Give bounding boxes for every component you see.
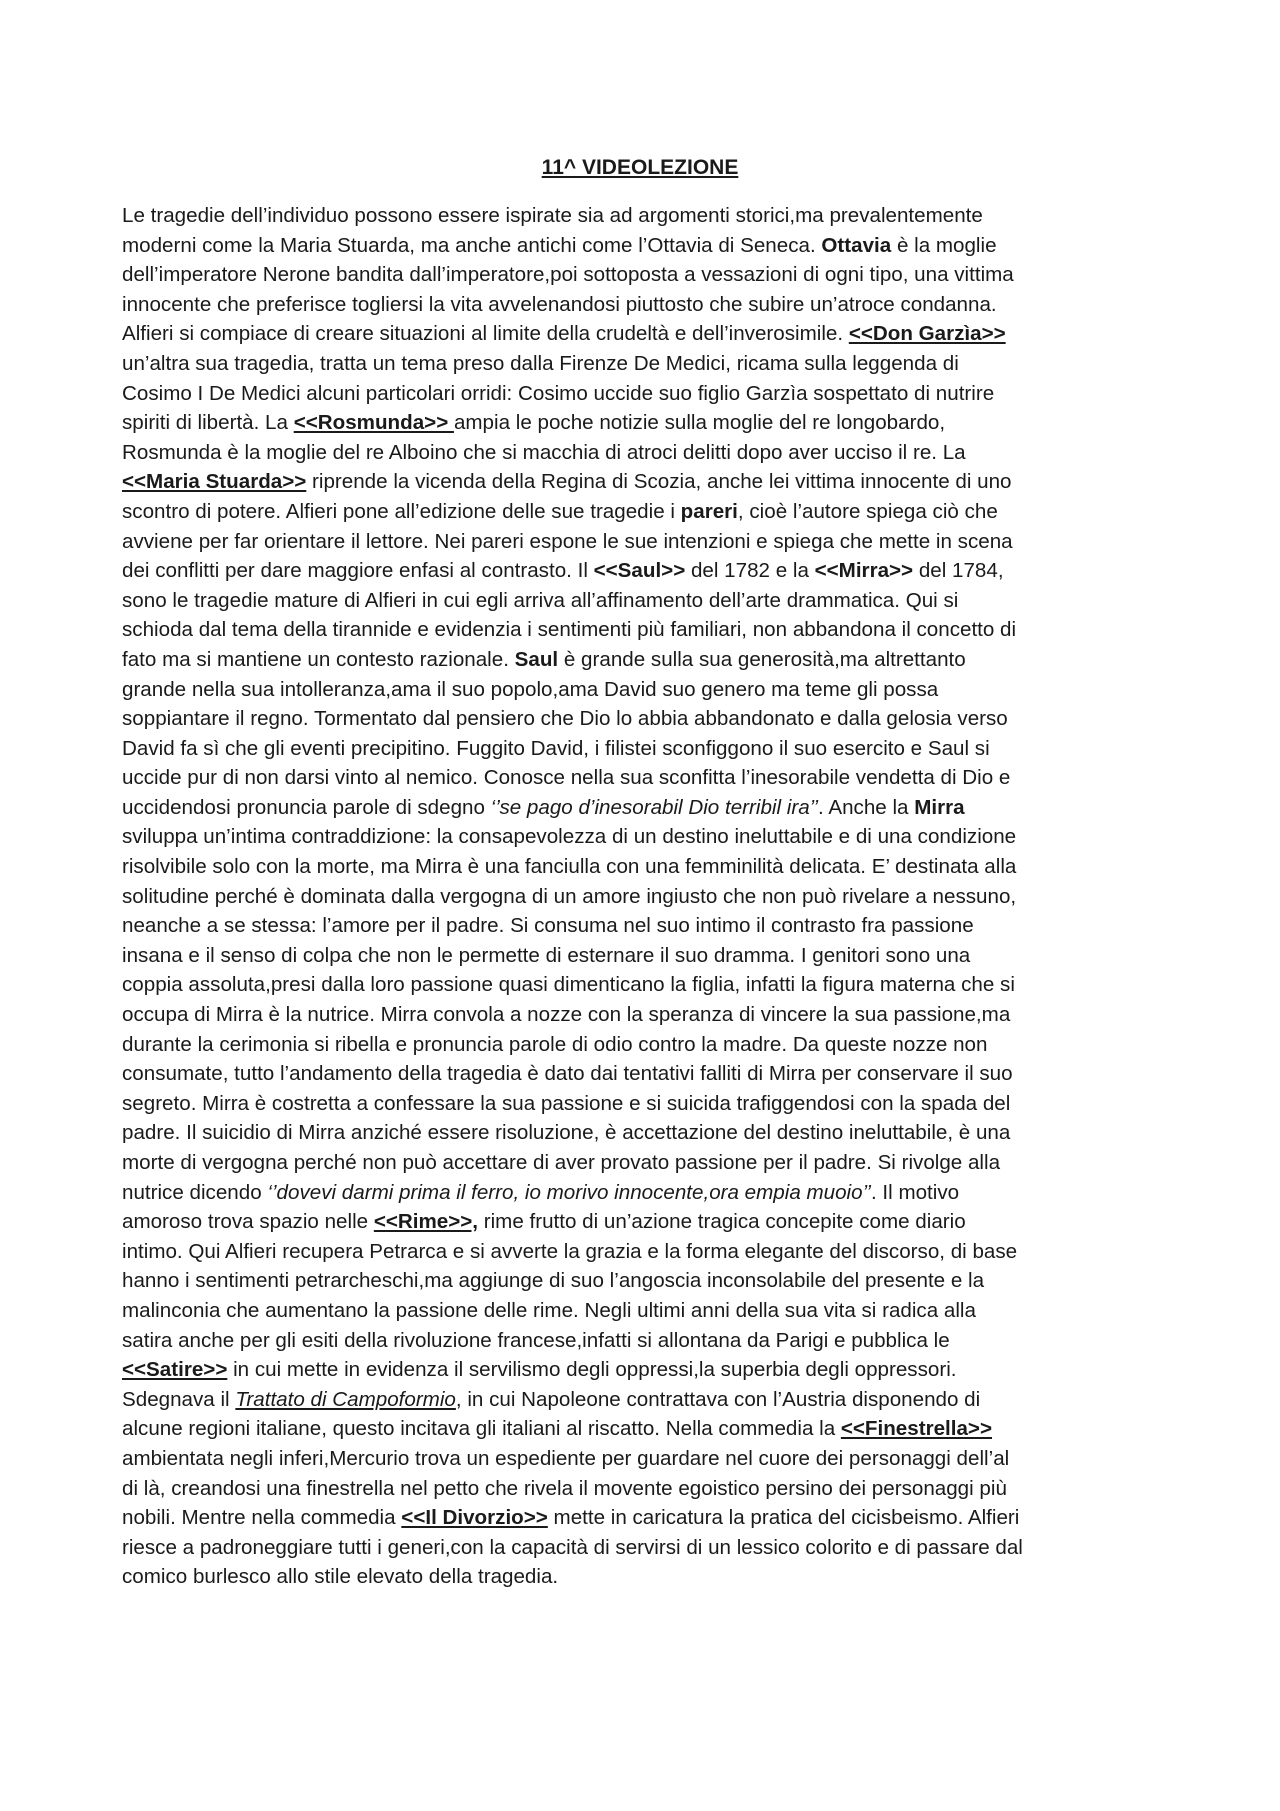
bold-term: Ottavia xyxy=(821,233,892,257)
text-line xyxy=(122,1444,1172,1474)
text-run: dell’imperatore Nerone bandita dall’imperatore,poi sottoposta a vessazioni di ogni tipo, una vittima xyxy=(122,263,1014,287)
text-line xyxy=(122,1414,1172,1444)
text-line xyxy=(122,260,1172,290)
text-run: , cioè l’autore spiega ciò che xyxy=(737,499,998,523)
text-run: . Il motivo xyxy=(870,1180,960,1204)
text-line xyxy=(122,349,1172,379)
text-run: mette in caricatura la pratica del cicisbeismo. Alfieri xyxy=(547,1506,1020,1530)
text-run: ampia le poche notizie sulla moglie del re longobardo, xyxy=(453,411,946,435)
text-run: morte di vergogna perché non può accettare di aver provato passione per il padre. Si rivolge alla xyxy=(122,1151,1001,1174)
work-title: <<Satire>> xyxy=(122,1358,228,1382)
text-run: Sdegnava il xyxy=(122,1387,236,1411)
text-run: avviene per far orientare il lettore. Nei pareri espone le sue intenzioni e spiega che mette in scena xyxy=(122,529,1013,553)
text-run: occupa di Mirra è la nutrice. Mirra convola a nozze con la speranza di vincere la sua passione,ma xyxy=(122,1003,1011,1027)
text-line xyxy=(122,793,1172,823)
text-run: riesce a padroneggiare tutti i generi,con la capacità di servirsi di un lessico colorito e di passare dal xyxy=(122,1535,1023,1559)
text-run: nobili. Mentre nella commedia xyxy=(122,1506,402,1530)
text-run: spiriti di libertà. La xyxy=(122,411,294,435)
text-run: fato ma si mantiene un contesto razionale. xyxy=(122,647,515,671)
text-run: segreto. Mirra è costretta a confessare la sua passione e si suicida trafiggendosi con la spada del xyxy=(122,1091,1011,1115)
text-line xyxy=(122,1178,1172,1208)
text-line xyxy=(122,704,1172,734)
text-line xyxy=(122,941,1172,971)
text-run: amoroso trova spazio nelle xyxy=(122,1210,374,1234)
text-line xyxy=(122,1237,1172,1267)
text-run: satira anche per gli esiti della rivoluzione francese,infatti si allontana da Parigi e pubblica le xyxy=(122,1328,950,1352)
text-line xyxy=(122,1503,1172,1533)
text-line xyxy=(122,970,1172,1000)
text-line xyxy=(122,1059,1172,1089)
text-run: insana e il senso di colpa che non le permette di esternare il suo dramma. I genitori sono una xyxy=(122,943,971,967)
text-line xyxy=(122,467,1172,497)
text-run: dei conflitti per dare maggiore enfasi al contrasto. Il xyxy=(122,559,594,583)
text-run: ambientata negli inferi,Mercurio trova un espediente per guardare nel cuore dei personaggi dell’al xyxy=(122,1446,1010,1470)
text-run: consumate, tutto l’andamento della tragedia è dato dai tentativi falliti di Mirra per conservare il suo xyxy=(122,1062,1013,1086)
page-title: 11^ VIDEOLEZIONE xyxy=(541,156,739,179)
text-run: Cosimo I De Medici alcuni particolari orridi: Cosimo uccide suo figlio Garzìa sospettato di nutrire xyxy=(122,381,995,405)
work-title: <<Rosmunda>> xyxy=(293,411,454,435)
text-run: riprende la vicenda della Regina di Scozia, anche lei vittima innocente di uno xyxy=(306,470,1012,494)
bold-term: Mirra xyxy=(914,795,965,819)
work-title: <<Maria Stuarda>> xyxy=(122,470,307,494)
text-line xyxy=(122,822,1172,852)
bold-term: <<Mirra>> xyxy=(814,559,914,583)
text-run: uccidendosi pronuncia parole di sdegno xyxy=(122,795,491,819)
work-title: <<Don Garzìa>> xyxy=(848,322,1006,346)
text-line xyxy=(122,763,1172,793)
work-title: Trattato di Campoformio xyxy=(235,1387,456,1411)
text-line xyxy=(122,852,1172,882)
text-run: scontro di potere. Alfieri pone all’edizione delle sue tragedie i xyxy=(122,499,681,523)
text-line xyxy=(122,1089,1172,1119)
text-run: durante la cerimonia si ribella e pronuncia parole di odio contro la madre. Da queste nozze non xyxy=(122,1032,988,1056)
text-run: sviluppa un’intima contraddizione: la consapevolezza di un destino ineluttabile e di una condizione xyxy=(122,825,1017,849)
text-line xyxy=(122,615,1172,645)
text-line xyxy=(122,675,1172,705)
text-line xyxy=(122,497,1172,527)
text-line xyxy=(122,290,1172,320)
body-paragraph xyxy=(122,201,1172,1592)
text-run: comico burlesco allo stile elevato della tragedia. xyxy=(122,1565,559,1589)
text-run: Rosmunda è la moglie del re Alboino che si macchia di atroci delitti dopo aver ucciso il re. La xyxy=(122,440,966,464)
bold-term: <<Saul>> xyxy=(593,559,686,583)
text-line xyxy=(122,911,1172,941)
quotation: ‘’se pago d’inesorabil Dio terribil ira’’ xyxy=(490,795,819,819)
text-run: in cui mette in evidenza il servilismo degli oppressi,la superbia degli oppressori. xyxy=(227,1358,957,1382)
text-run: nutrice dicendo xyxy=(122,1180,268,1204)
text-run: innocente che preferisce togliersi la vita avvelenandosi piuttosto che subire un’atroce condanna. xyxy=(122,292,997,316)
work-title: <<Finestrella>> xyxy=(840,1417,992,1441)
text-run: Alfieri si compiace di creare situazioni al limite della crudeltà e dell’inverosimile. xyxy=(122,322,849,346)
text-run: neanche a se stessa: l’amore per il padre. Si consuma nel suo intimo il contrasto fra passione xyxy=(122,914,974,938)
text-run: solitudine perché è dominata dalla vergogna di un amore ingiusto che non può rivelare a nessuno, xyxy=(122,884,1017,908)
text-line xyxy=(122,1355,1172,1385)
text-line xyxy=(122,1296,1172,1326)
text-run: Le tragedie dell’individuo possono essere ispirate sia ad argomenti storici,ma prevalentemente xyxy=(122,204,983,227)
text-run: malinconia che aumentano la passione delle rime. Negli ultimi anni della sua vita si radica alla xyxy=(122,1298,976,1322)
text-line xyxy=(122,734,1172,764)
text-line xyxy=(122,556,1172,586)
text-run: del 1784, xyxy=(913,559,1004,583)
text-run: , in cui Napoleone contrattava con l’Austria disponendo di xyxy=(455,1387,981,1411)
text-line xyxy=(122,586,1172,616)
text-line xyxy=(122,1148,1172,1178)
text-run: di là, creandosi una finestrella nel petto che rivela il movente egoistico persino dei personaggi più xyxy=(122,1476,1007,1500)
text-run: risolvibile solo con la morte, ma Mirra è una fanciulla con una femminilità delicata. E’ destinata alla xyxy=(122,855,1017,879)
text-line xyxy=(122,408,1172,438)
text-line xyxy=(122,201,1172,231)
text-line xyxy=(122,438,1172,468)
text-line xyxy=(122,1266,1172,1296)
text-run: grande nella sua intolleranza,ama il suo popolo,ama David suo genero ma teme gli possa xyxy=(122,677,939,701)
text-line xyxy=(122,319,1172,349)
text-run: uccide pur di non darsi vinto al nemico. Conosce nella sua sconfitta l’inesorabile vendetta di Dio e xyxy=(122,766,1011,790)
bold-term: Saul xyxy=(514,647,559,671)
text-run: padre. Il suicidio di Mirra anziché essere risoluzione, è accettazione del destino ineluttabile, è una xyxy=(122,1121,1011,1145)
text-line xyxy=(122,1118,1172,1148)
text-run: intimo. Qui Alfieri recupera Petrarca e si avverte la grazia e la forma elegante del discorso, di base xyxy=(122,1239,1018,1263)
text-run: . Anche la xyxy=(818,795,915,819)
text-line xyxy=(122,1207,1172,1237)
text-run: coppia assoluta,presi dalla loro passione quasi dimenticano la figlia, infatti la figura materna che si xyxy=(122,973,1015,997)
text-run: è grande sulla sua generosità,ma altrettanto xyxy=(558,647,966,671)
bold-term: pareri xyxy=(680,499,738,523)
text-run: del 1782 e la xyxy=(685,559,815,583)
text-run: un’altra sua tragedia, tratta un tema preso dalla Firenze De Medici, ricama sulla leggenda di xyxy=(122,351,959,375)
text-line xyxy=(122,1000,1172,1030)
text-run: David fa sì che gli eventi precipitino. Fuggito David, i filistei sconfiggono il suo esercito e Saul si xyxy=(122,736,990,760)
text-run: rime frutto di un’azione tragica concepite come diario xyxy=(478,1210,966,1234)
text-run: hanno i sentimenti petrarcheschi,ma aggiunge di suo l’angoscia inconsolabile del presente e la xyxy=(122,1269,985,1293)
work-title: <<Rime>>, xyxy=(373,1210,479,1234)
text-run: schioda dal tema della tirannide e evidenzia i sentimenti più familiari, non abbandona il concetto di xyxy=(122,618,1017,642)
text-line xyxy=(122,1562,1172,1592)
quotation: ‘’dovevi darmi prima il ferro, io morivo innocente,ora empia muoio’’ xyxy=(267,1180,871,1204)
text-run: soppiantare il regno. Tormentato dal pensiero che Dio lo abbia abbandonato e dalla gelosia verso xyxy=(122,707,1008,731)
text-line xyxy=(122,231,1172,261)
text-line xyxy=(122,1474,1172,1504)
text-line xyxy=(122,379,1172,409)
text-line xyxy=(122,1385,1172,1415)
text-line xyxy=(122,1030,1172,1060)
text-run: alcune regioni italiane, questo incitava gli italiani al riscatto. Nella commedia la xyxy=(122,1417,841,1441)
text-line xyxy=(122,645,1172,675)
text-line xyxy=(122,527,1172,557)
text-run: sono le tragedie mature di Alfieri in cui egli arriva all’affinamento dell’arte drammatica. Qui si xyxy=(122,588,959,612)
text-run: moderni come la Maria Stuarda, ma anche antichi come l’Ottavia di Seneca. xyxy=(122,233,822,257)
text-line xyxy=(122,882,1172,912)
text-line xyxy=(122,1533,1172,1563)
text-line xyxy=(122,1326,1172,1356)
text-run: è la moglie xyxy=(891,233,997,257)
work-title: <<Il Divorzio>> xyxy=(401,1506,548,1530)
